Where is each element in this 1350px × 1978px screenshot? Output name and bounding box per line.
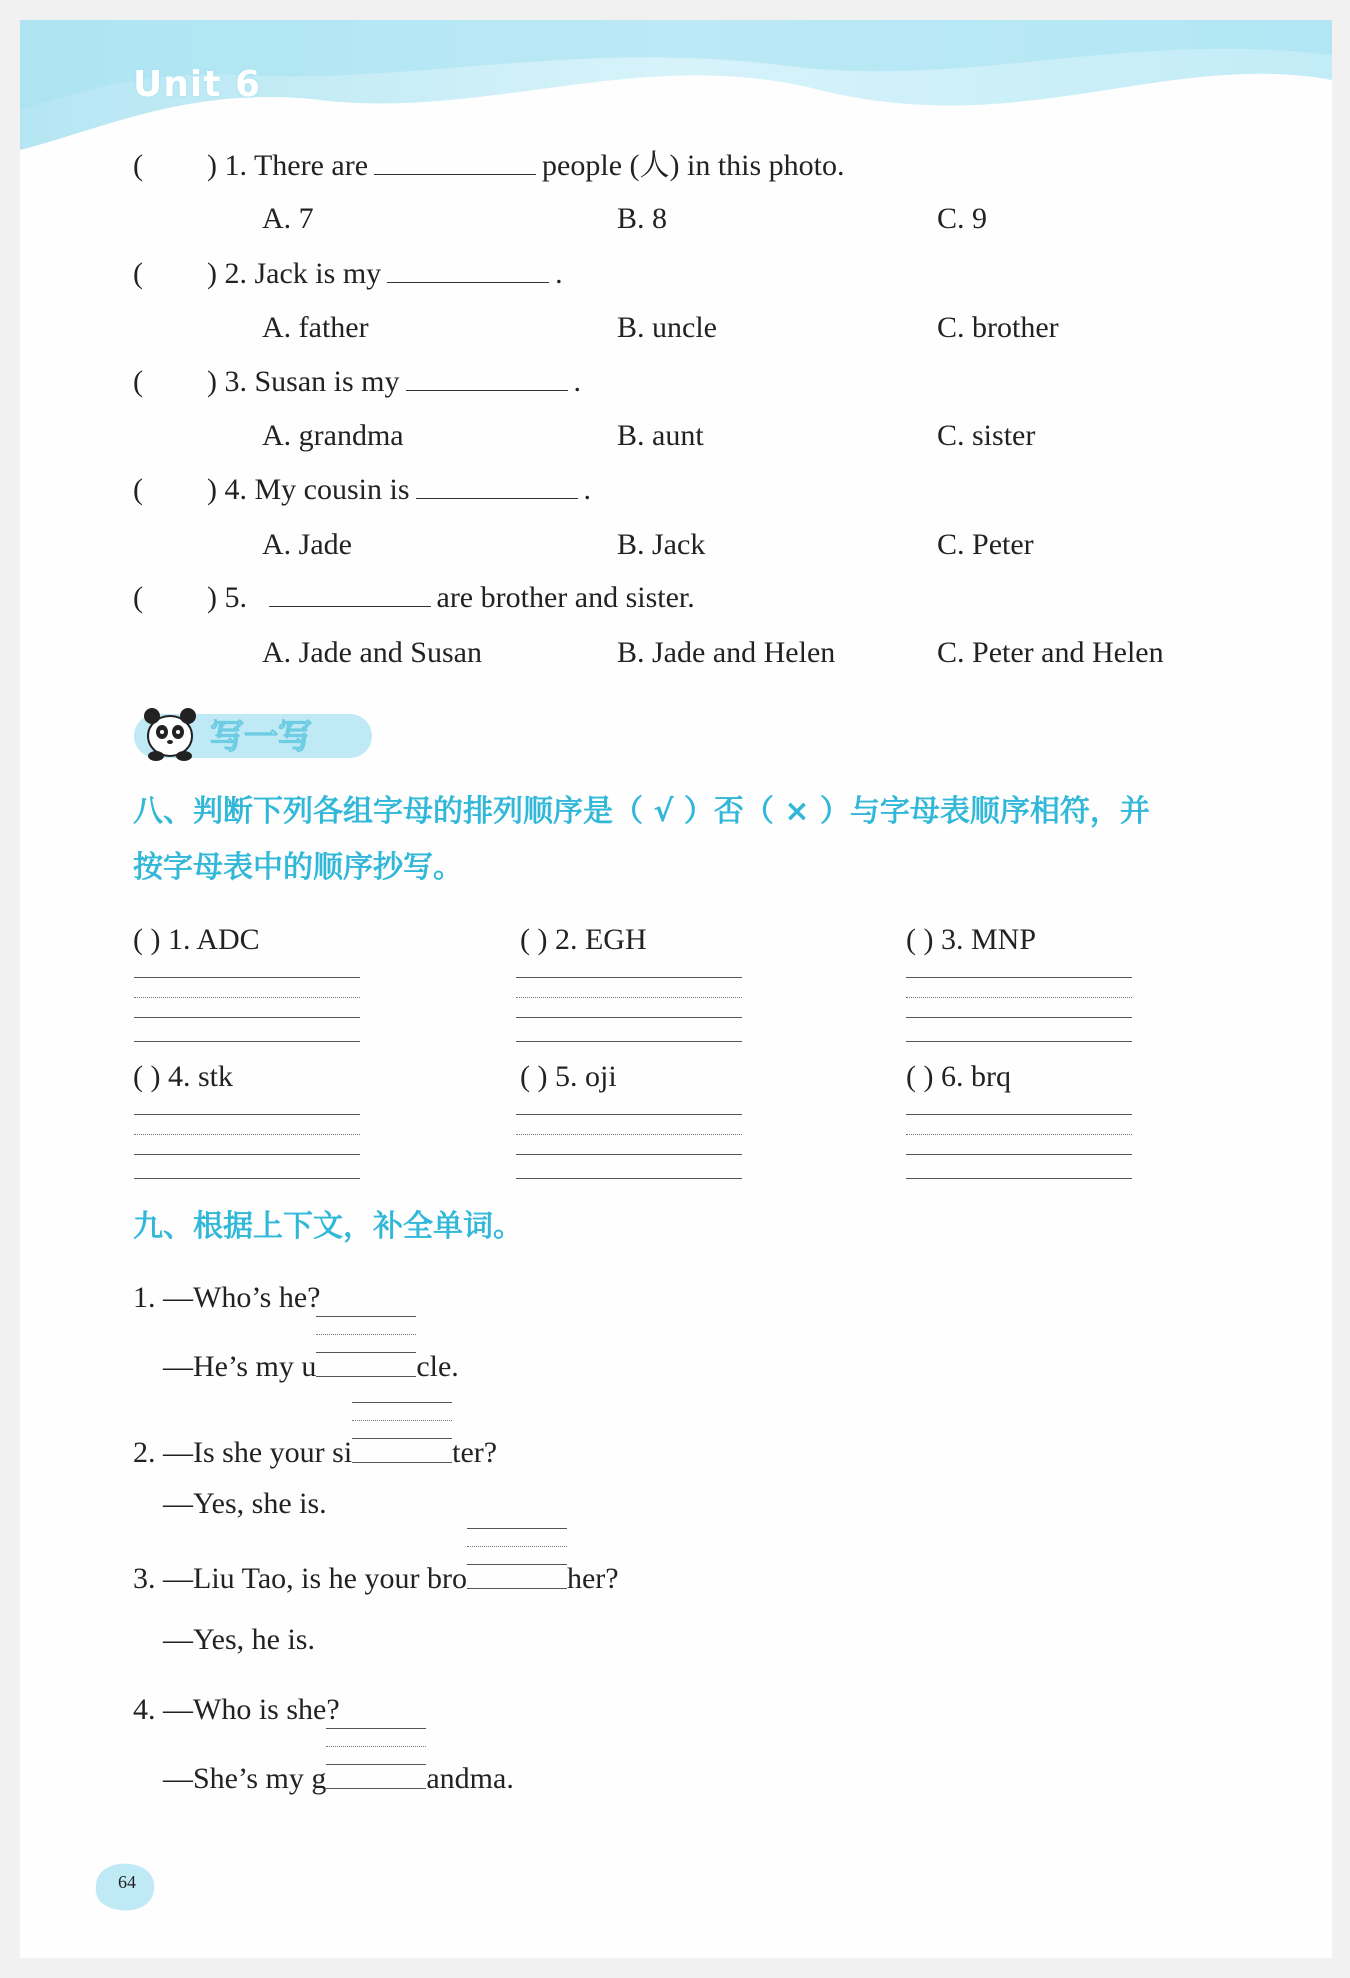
section9-title: 九、根据上下文，补全单词。 xyxy=(133,1209,523,1244)
dialogue-4-question: 4. —Who is she? xyxy=(133,1693,340,1726)
answer-paren-open: ( xyxy=(133,149,143,182)
option-a: A. grandma xyxy=(262,419,404,452)
question-text-before: There are xyxy=(253,149,369,182)
question-number: 2. xyxy=(224,257,247,290)
mc-question-3 xyxy=(133,364,581,400)
answer-text-before: —He’s my u xyxy=(163,1350,317,1383)
answer-paren-open: ( xyxy=(133,473,143,506)
option-b: B. Jade and Helen xyxy=(617,636,836,669)
letter-item-5: ( ) 5. oji xyxy=(520,1060,617,1093)
dialogue-1-question: 1. —Who’s he? xyxy=(133,1281,321,1314)
answer-paren-close: ) xyxy=(207,149,217,182)
option-b: B. Jack xyxy=(617,528,706,561)
answer-paren-close: ) xyxy=(207,365,217,398)
unit-title: Unit 6 xyxy=(133,64,261,105)
section8-title-line1: 八、判断下列各组字母的排列顺序是（ √ ）否（ × ）与字母表顺序相符，并 xyxy=(133,794,1150,829)
answer-blank[interactable] xyxy=(374,148,536,175)
dialogue-4-answer xyxy=(163,1758,514,1797)
option-b: B. aunt xyxy=(617,419,704,452)
letter-fill-box[interactable] xyxy=(352,1432,452,1462)
dialogue-2-answer: —Yes, she is. xyxy=(163,1487,327,1520)
question-text-before: 2. —Is she your si xyxy=(133,1436,353,1469)
mc-question-2 xyxy=(133,256,563,292)
option-c: C. Peter xyxy=(937,528,1034,561)
question-text-before: Susan is my xyxy=(254,365,400,398)
question-number: 5. xyxy=(224,581,247,614)
letter-item-4: ( ) 4. stk xyxy=(133,1060,233,1093)
dialogue-3-question xyxy=(133,1558,619,1597)
question-text-after: . xyxy=(583,473,592,506)
answer-blank[interactable] xyxy=(387,256,549,283)
writing-lines[interactable] xyxy=(906,1114,1132,1180)
answer-paren-open: ( xyxy=(133,257,143,290)
section-badge-label: 写一写 xyxy=(210,717,312,757)
option-c: C. 9 xyxy=(937,202,988,235)
letter-fill-box[interactable] xyxy=(467,1558,567,1588)
dialogue-3-answer: —Yes, he is. xyxy=(163,1623,315,1656)
question-text-after: her? xyxy=(566,1562,619,1595)
answer-paren-open: ( xyxy=(133,581,143,614)
answer-blank[interactable] xyxy=(269,580,431,607)
answer-paren-close: ) xyxy=(207,581,217,614)
option-a: A. father xyxy=(262,311,369,344)
writing-lines[interactable] xyxy=(906,977,1132,1043)
mc-question-1 xyxy=(133,148,845,184)
question-text-before: Jack is my xyxy=(254,257,382,290)
answer-text-before: —She’s my g xyxy=(163,1762,327,1795)
question-text-after: people (人) in this photo. xyxy=(542,149,845,182)
answer-paren-close: ) xyxy=(207,257,217,290)
question-text-after: . xyxy=(573,365,582,398)
option-a: A. 7 xyxy=(262,202,314,235)
option-a: A. Jade and Susan xyxy=(262,636,482,669)
mc-question-5 xyxy=(133,580,695,616)
question-number: 4. xyxy=(224,473,247,506)
question-number: 1. xyxy=(224,149,247,182)
page-number: 64 xyxy=(118,1872,136,1892)
mc-question-4 xyxy=(133,472,591,508)
letter-fill-box[interactable] xyxy=(326,1758,426,1788)
answer-blank[interactable] xyxy=(406,364,568,391)
writing-lines[interactable] xyxy=(134,977,360,1043)
writing-lines[interactable] xyxy=(516,1114,742,1180)
letter-item-6: ( ) 6. brq xyxy=(906,1060,1011,1093)
option-b: B. 8 xyxy=(617,202,668,235)
section8-title-line2: 按字母表中的顺序抄写。 xyxy=(133,850,463,885)
dialogue-2-question xyxy=(133,1432,497,1471)
question-text-after: ter? xyxy=(452,1436,498,1469)
panda-icon xyxy=(144,708,196,761)
answer-text-after: cle. xyxy=(416,1350,459,1383)
letter-fill-box[interactable] xyxy=(316,1346,416,1376)
answer-text-after: andma. xyxy=(426,1762,514,1795)
letter-item-2: ( ) 2. EGH xyxy=(520,923,647,956)
answer-blank[interactable] xyxy=(416,472,578,499)
letter-item-1: ( ) 1. ADC xyxy=(133,923,260,956)
option-c: C. brother xyxy=(937,311,1059,344)
option-b: B. uncle xyxy=(617,311,717,344)
write-section-badge xyxy=(130,700,374,762)
answer-paren-open: ( xyxy=(133,365,143,398)
option-a: A. Jade xyxy=(262,528,352,561)
question-text-after: . xyxy=(555,257,563,290)
question-number: 3. xyxy=(224,365,247,398)
writing-lines[interactable] xyxy=(134,1114,360,1180)
answer-paren-close: ) xyxy=(207,473,217,506)
dialogue-1-answer xyxy=(163,1346,459,1385)
writing-lines[interactable] xyxy=(516,977,742,1043)
option-c: C. sister xyxy=(937,419,1036,452)
question-text-before: My cousin is xyxy=(254,473,410,506)
question-text-before: 3. —Liu Tao, is he your bro xyxy=(133,1562,467,1595)
option-c: C. Peter and Helen xyxy=(937,636,1164,669)
letter-item-3: ( ) 3. MNP xyxy=(906,923,1037,956)
question-text-after: are brother and sister. xyxy=(436,581,695,614)
